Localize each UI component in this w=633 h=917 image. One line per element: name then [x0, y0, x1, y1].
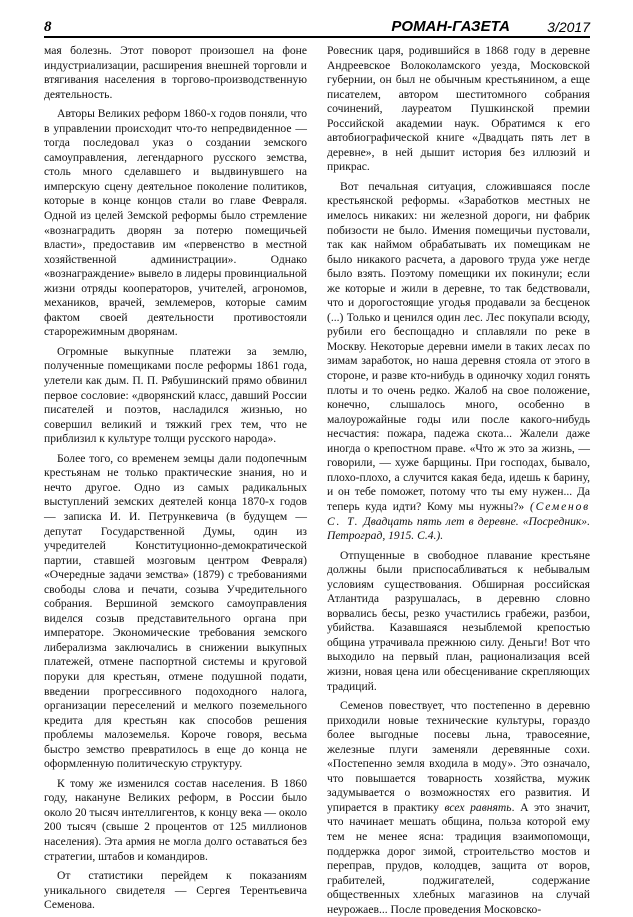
paragraph: Более того, со временем земцы дали подопечным крестьянам не только практические знания, но и нечто другое. Одно из самых радикальных выступлений земских деятелей конца 1870-х годов — записка И. И. Петрункевича (в будущем — депутат Государственной Думы, один из учредителей Конституционно-демократической партии, ставшей мозговым центром Февраля) «Очередные задачи земства» (1879) с требованиями свободы слова и печати, созыва Учредительного собрания. Вершиной земского самоуправления виделся созыв представительного органа при императоре. Экономические требования земского либерализма заключались в снижении выкупных платежей, отмене паспортной системы и круговой поруки для крестьян, отмене подушной подати, введении прогрессивного подоходного налога, организации переселений и мелкого поземельного кредита для крестьян как способов решения проблемы малоземелья. Короче говоря, весьма быстро земство превратилось в еще до конца не оформленную политическую структуру. — [44, 451, 307, 771]
paragraph: От статистики перейдем к показаниям уникального свидетеля — Сергея Терентьевича Семенова. — [44, 869, 307, 912]
paragraph-text: Семенов повествует, что постепенно в деревню приходили новые технические культуры, гораздо более выгодные посевы льна, травосеяние, железные плуги заменяли деревянные сохи. «Постепенно земля входила в моду». Это означало, что повышается товарность хозяйства, мужик задумывается о возможностях его развития. И упирается в практику — [327, 699, 590, 814]
quote-text: Вот печальная ситуация, сложившаяся после крестьянской реформы. «Заработков местных не имелось никаких: ни железной дороги, ни фабрик побизости не было. Имения помещичьи пустовали, так как наймом обрабатывать их помещикам не было никакого расчета, а дарового труда уже негде было взять. Поэтому помещики их покинули; если же которые и жили в деревне, то так бедствовали, что и дорогостоящие угодья продавали за бесценок (...) Только и ценился один лес. Лес покупали всюду, рубили его беспощадно и сплавляли по реке в Москву. Некоторые деревни имели в таких лесах по зимам заработок, но наша деревня стояла от этого в стороне, и разве кто-нибудь в одиночку ходил гонять плоты и то очень редко. Жалоб на свое положение, конечно, слышалось много, особенно в малоурожайные годы или после какого-нибудь несчастия: пожара, падежа скота... Жалели даже иногда о крепостном праве. «Что ж это за жизнь, — говорили, — хуже барщины. При господах, бывало, плохо-плохо, а случится какая беда, идешь к барину, и он тебе поможет, потому что ты ему нужен... Да теперь куда идти? Кому мы нужны?» — [327, 179, 590, 513]
issue-number: 3/2017 — [547, 19, 590, 35]
journal-name: РОМАН-ГАЗЕТА — [391, 18, 510, 35]
header-rule — [44, 36, 590, 38]
emphasis: всех равнять — [444, 800, 512, 814]
paragraph-text: . А это значит, что начинает мешать община, польза которой ему тем не менее ясна: традиция взаимопомощи, поддержка дорог зимой, строительство мостов и переправ, прудов, колодцев, защита от воров, грабителей, поджигателей, содержание общественных хлебных магазинов на случай неурожаев... После проведения Московско- — [327, 800, 590, 916]
left-column — [44, 44, 307, 913]
page-number: 8 — [44, 19, 52, 35]
running-header — [44, 17, 590, 37]
source-author: (Семенов С. Т. — [327, 499, 590, 528]
paragraph: Ровесник царя, родившийся в 1868 году в деревне Андреевское Волоколамского уезда, Московской губернии, он был не обычным крестьянином, а еще писателем, автором шеститомного собрания сочинений, лауреатом Пушкинской премии Российской академии наук. Обратимся к его автобиографической книге «Двадцать пять лет в деревне», в ней дышит история без иллюзий и прикрас. — [327, 44, 590, 174]
paragraph: К тому же изменился состав населения. В 1860 году, накануне Великих реформ, в России было около 20 тысяч интеллигентов, к концу века — около 200 тысяч (свыше 2 процентов от 125 миллионов населения). Эта армия не могла долго оставаться без стратегии, штабов и командиров. — [44, 776, 307, 863]
paragraph: Отпущенные в свободное плавание крестьяне должны были приспосабливаться к небывалым условиям существования. Обширная российская Атлантида разрушалась, в деревню словно ворвались бесы, резко участились грабежи, разбои, убийства. Казавшаяся незыблемой крепостью община утрачивала прежнюю силу. Деньги! Вот что выходило на первый план, рационализация всей жизни, новая цена или обесценивание скрепляющих традиций. — [327, 548, 590, 693]
quoted-paragraph — [327, 180, 590, 544]
source-title: Двадцать пять лет в деревне. «Посредник». Петроград, 1915. С.4.). — [327, 514, 590, 543]
paragraph: Авторы Великих реформ 1860-х годов поняли, что в управлении происходит что-то непредвиденное — тогда последовал указ о создании земского самоуправления, легендарного русского земства, столь много сделавшего и выдвинувшего на имперскую сцену деятельное поколение политиков, которые в конце концов стали во главе Февраля. Одной из целей Земской реформы было стремление «вознаградить дворян за потерю помещичьей власти», предоставив им «первенство в местной хозяйственной администрации». Однако «вознаграждение» вывело в лидеры провинциальной жизни отряды кооператоров, учителей, агрономов, механиков, врачей, землемеров, которые самим фактом своей деятельности противостояли старорежимным дворянам. — [44, 107, 308, 339]
right-column — [327, 44, 590, 917]
paragraph: мая болезнь. Этот поворот произошел на фоне индустриализации, расширения внешней торговли и втягивания населения в торгово-производственную деятельность. — [44, 44, 307, 101]
paragraph — [327, 699, 590, 917]
paragraph: Огромные выкупные платежи за землю, полученные помещиками после реформы 1861 года, улетели как дым. П. П. Рябушинский прямо обвинил первое сословие: «дворянский класс, давший России писателей и поэтов, насладился жизнью, но совершил великий и тяжкий грех тем, что не приблизил к культуре толщи русского народа». — [44, 344, 307, 446]
